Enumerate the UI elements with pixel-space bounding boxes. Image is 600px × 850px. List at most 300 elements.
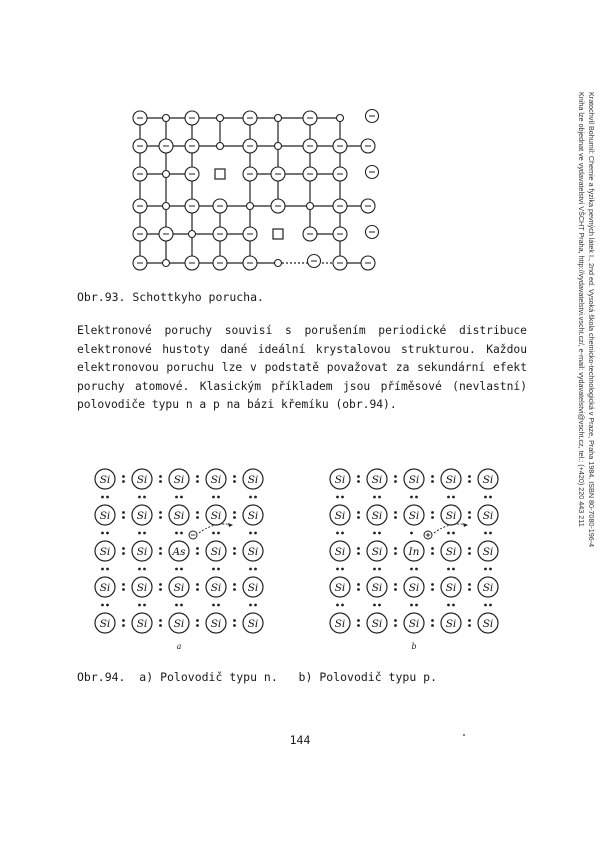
- bond-pair-vertical: [175, 604, 183, 607]
- electron: [254, 604, 257, 607]
- electron: [410, 532, 413, 535]
- bond-pair-vertical: [447, 496, 455, 499]
- electron: [452, 568, 455, 571]
- electron: [143, 496, 146, 499]
- semiconductor-figure: [85, 455, 525, 655]
- electron: [122, 588, 125, 591]
- electron: [138, 496, 141, 499]
- copyright-side-note: [566, 92, 596, 602]
- electron: [484, 568, 487, 571]
- bond-pair-horizontal: [431, 511, 434, 519]
- electron: [415, 604, 418, 607]
- atom-label: Si: [99, 618, 111, 630]
- bond-pair-horizontal: [357, 547, 360, 555]
- bond-pair-horizontal: [357, 475, 360, 483]
- bond-pair-horizontal: [431, 619, 434, 627]
- electron: [373, 496, 376, 499]
- electron: [175, 604, 178, 607]
- bond-pair-vertical: [175, 568, 183, 571]
- electron: [122, 552, 125, 555]
- bond-pair-vertical: [212, 532, 220, 535]
- electron: [233, 480, 236, 483]
- silicon-atom: [132, 505, 152, 525]
- anion: [213, 199, 227, 213]
- electron: [341, 496, 344, 499]
- atom-label: Si: [247, 546, 259, 558]
- bond-pair-vertical: [336, 568, 344, 571]
- atom-label: Si: [210, 474, 222, 486]
- silicon-atom: [206, 577, 226, 597]
- silicon-atom: [478, 613, 498, 633]
- bond-pair-horizontal: [122, 547, 125, 555]
- atom-label: Si: [445, 474, 457, 486]
- electron: [484, 604, 487, 607]
- displaced-ion: [366, 166, 379, 179]
- bond-pair-horizontal: [159, 547, 162, 555]
- electron: [159, 516, 162, 519]
- bond-pair-horizontal: [394, 475, 397, 483]
- silicon-atom: [330, 541, 350, 561]
- silicon-atom: [132, 613, 152, 633]
- bond-pair-horizontal: [122, 475, 125, 483]
- electron: [122, 511, 125, 514]
- bond-pair-horizontal: [394, 583, 397, 591]
- panel-a-n-type: [95, 469, 263, 651]
- atom-label: Si: [173, 618, 185, 630]
- silicon-atom: [206, 469, 226, 489]
- bond-pair-horizontal: [196, 511, 199, 519]
- electron: [101, 532, 104, 535]
- anion: [333, 199, 347, 213]
- anion: [333, 227, 347, 241]
- electron: [196, 516, 199, 519]
- electron: [233, 588, 236, 591]
- electron: [394, 547, 397, 550]
- electron: [341, 604, 344, 607]
- silicon-atom: [95, 541, 115, 561]
- page-number: 144: [289, 733, 311, 747]
- atom-label: Si: [334, 546, 346, 558]
- electron: [452, 604, 455, 607]
- atom-label: Si: [136, 582, 148, 594]
- electron: [431, 583, 434, 586]
- electron: [468, 547, 471, 550]
- electron: [431, 480, 434, 483]
- electron: [431, 552, 434, 555]
- ion-circle: [275, 115, 282, 122]
- panel-label: a: [176, 642, 182, 651]
- electron: [249, 568, 252, 571]
- electron: [175, 532, 178, 535]
- bond-pair-horizontal: [394, 547, 397, 555]
- electron: [217, 568, 220, 571]
- charge-marker: [424, 531, 432, 539]
- silicon-atom: [330, 577, 350, 597]
- bond-pair-vertical: [373, 568, 381, 571]
- electron: [212, 568, 215, 571]
- electron: [489, 568, 492, 571]
- electron: [468, 583, 471, 586]
- atom-label: Si: [371, 582, 383, 594]
- electron: [159, 547, 162, 550]
- electron: [357, 516, 360, 519]
- electron: [159, 552, 162, 555]
- bond-pair-horizontal: [196, 475, 199, 483]
- atom-label: Si: [371, 474, 383, 486]
- silicon-atom: [132, 577, 152, 597]
- ion-circle: [217, 115, 224, 122]
- anion: [243, 111, 257, 125]
- electron: [254, 532, 257, 535]
- anion: [185, 167, 199, 181]
- electron: [336, 604, 339, 607]
- anion: [271, 199, 285, 213]
- ion-circle: [163, 115, 170, 122]
- bond-pair-horizontal: [468, 619, 471, 627]
- electron: [106, 568, 109, 571]
- vacancy-square: [273, 229, 283, 239]
- electron: [106, 532, 109, 535]
- electron: [233, 624, 236, 627]
- anion: [303, 167, 317, 181]
- atom-label: Si: [99, 582, 111, 594]
- bond-pair-horizontal: [122, 511, 125, 519]
- bond-pair-vertical: [336, 604, 344, 607]
- silicon-atom: [132, 541, 152, 561]
- electron: [122, 619, 125, 622]
- electron: [431, 475, 434, 478]
- silicon-atom: [330, 613, 350, 633]
- cation: [247, 203, 254, 210]
- electron: [122, 516, 125, 519]
- bond-pair-horizontal: [233, 547, 236, 555]
- electron: [394, 516, 397, 519]
- bond-pair-vertical: [249, 568, 257, 571]
- cation: [163, 203, 170, 210]
- anion: [303, 111, 317, 125]
- electron: [394, 475, 397, 478]
- silicon-atom: [478, 505, 498, 525]
- bond-pair-vertical: [138, 532, 146, 535]
- electron: [159, 583, 162, 586]
- electron: [468, 480, 471, 483]
- silicon-atom: [206, 541, 226, 561]
- electron: [468, 511, 471, 514]
- electron: [233, 516, 236, 519]
- bond-pair-vertical: [484, 532, 492, 535]
- bond-pair-vertical: [138, 496, 146, 499]
- atom-label: Si: [136, 474, 148, 486]
- atom-label: Si: [247, 474, 259, 486]
- electron: [373, 532, 376, 535]
- silicon-atom: [169, 577, 189, 597]
- electron: [249, 496, 252, 499]
- bond-pair-horizontal: [233, 583, 236, 591]
- bond-pair-horizontal: [431, 547, 434, 555]
- bond-pair-vertical: [447, 532, 455, 535]
- electron: [468, 619, 471, 622]
- electron: [357, 588, 360, 591]
- anion: [133, 167, 147, 181]
- electron: [138, 532, 141, 535]
- bond-pair-horizontal: [196, 619, 199, 627]
- ion-circle: [163, 203, 170, 210]
- electron: [196, 624, 199, 627]
- atom-label: Si: [173, 582, 185, 594]
- atom-label: Si: [334, 474, 346, 486]
- electron: [468, 516, 471, 519]
- anion: [159, 139, 173, 153]
- electron: [180, 496, 183, 499]
- bond-pair-horizontal: [431, 583, 434, 591]
- electron: [254, 568, 257, 571]
- bond-pair-horizontal: [394, 619, 397, 627]
- bond-pair-vertical: [249, 604, 257, 607]
- atom-label: Si: [445, 618, 457, 630]
- electron: [175, 496, 178, 499]
- electron: [484, 532, 487, 535]
- atom-label: Si: [247, 582, 259, 594]
- atom-label: Si: [210, 510, 222, 522]
- electron: [106, 496, 109, 499]
- silicon-atom: [441, 541, 461, 561]
- silicon-atom: [330, 505, 350, 525]
- anion: [271, 167, 285, 181]
- bond-pair-horizontal: [233, 619, 236, 627]
- electron: [196, 511, 199, 514]
- electron: [394, 552, 397, 555]
- bond-pair-vertical: [484, 568, 492, 571]
- cation: [163, 171, 170, 178]
- electron: [415, 496, 418, 499]
- anion: [243, 167, 257, 181]
- silicon-atom: [367, 469, 387, 489]
- anion: [361, 199, 375, 213]
- atom-label: Si: [136, 618, 148, 630]
- electron: [468, 624, 471, 627]
- displaced-ion: [366, 110, 379, 123]
- paragraph-line-5: polovodiče typu n a p na bázi křemíku (obr.94).: [77, 398, 397, 411]
- electron: [336, 496, 339, 499]
- anion: [133, 256, 147, 270]
- atom-label: Si: [408, 474, 420, 486]
- electron: [254, 496, 257, 499]
- cation: [163, 260, 170, 267]
- silicon-atom: [95, 577, 115, 597]
- silicon-atom: [404, 613, 424, 633]
- electron: [468, 588, 471, 591]
- electron: [357, 511, 360, 514]
- anion: [133, 139, 147, 153]
- silicon-atom: [243, 613, 263, 633]
- electron: [357, 619, 360, 622]
- atom-label: As: [172, 546, 186, 558]
- vacancy-square: [215, 169, 225, 179]
- bond-pair-vertical: [138, 604, 146, 607]
- atom-label: In: [408, 546, 420, 558]
- arrow-head: [228, 523, 233, 527]
- atom-label: Si: [334, 582, 346, 594]
- ion-circle: [163, 260, 170, 267]
- charge-marker: [189, 531, 197, 539]
- paragraph-line-1: Elektronové poruchy souvisí s porušením periodické distribuce: [77, 324, 527, 337]
- silicon-atom: [243, 505, 263, 525]
- electron: [196, 588, 199, 591]
- bond-pair-horizontal: [468, 511, 471, 519]
- bond-pair-vertical: [373, 496, 381, 499]
- electron: [373, 568, 376, 571]
- electron: [249, 604, 252, 607]
- electron: [159, 588, 162, 591]
- anion: [361, 256, 375, 270]
- silicon-atom: [404, 469, 424, 489]
- bond-pair-horizontal: [159, 619, 162, 627]
- silicon-atom: [367, 613, 387, 633]
- dopant-atom: [404, 541, 424, 561]
- electron: [394, 583, 397, 586]
- anion: [303, 139, 317, 153]
- ion-circle: [275, 260, 282, 267]
- silicon-atom: [478, 541, 498, 561]
- electron: [249, 532, 252, 535]
- electron: [431, 511, 434, 514]
- bond-pair-horizontal: [196, 583, 199, 591]
- ion-circle: [217, 143, 224, 150]
- electron: [212, 604, 215, 607]
- electron: [410, 604, 413, 607]
- electron: [357, 624, 360, 627]
- electron: [233, 552, 236, 555]
- silicon-atom: [95, 613, 115, 633]
- electron: [415, 568, 418, 571]
- bond-pair-vertical: [101, 532, 109, 535]
- bond-pair-vertical: [410, 568, 418, 571]
- electron: [180, 568, 183, 571]
- bond-pair-vertical: [249, 496, 257, 499]
- silicon-atom: [206, 505, 226, 525]
- bond-pair-vertical: [373, 532, 381, 535]
- ion-circle: [307, 203, 314, 210]
- electron: [431, 619, 434, 622]
- anion: [213, 256, 227, 270]
- bond-pair-horizontal: [357, 619, 360, 627]
- electron: [233, 475, 236, 478]
- bond-pair-horizontal: [357, 511, 360, 519]
- cation: [275, 115, 282, 122]
- electron: [410, 496, 413, 499]
- atom-label: Si: [445, 582, 457, 594]
- electron: [106, 604, 109, 607]
- anion: [185, 111, 199, 125]
- silicon-atom: [441, 613, 461, 633]
- electron: [233, 619, 236, 622]
- anion: [133, 227, 147, 241]
- electron: [138, 604, 141, 607]
- bond-pair-vertical: [410, 496, 418, 499]
- electron: [431, 588, 434, 591]
- silicon-atom: [367, 505, 387, 525]
- electron: [431, 516, 434, 519]
- bond-pair-vertical: [484, 496, 492, 499]
- bond-pair-horizontal: [122, 583, 125, 591]
- electron: [468, 552, 471, 555]
- electron: [175, 568, 178, 571]
- atom-label: Si: [99, 474, 111, 486]
- atom-label: Si: [482, 510, 494, 522]
- cation: [189, 231, 196, 238]
- electron: [143, 604, 146, 607]
- bond-pair-horizontal: [357, 583, 360, 591]
- atom-label: Si: [247, 618, 259, 630]
- electron: [122, 624, 125, 627]
- anion: [303, 227, 317, 241]
- electron: [196, 552, 199, 555]
- electron: [373, 604, 376, 607]
- bond-pair-horizontal: [122, 619, 125, 627]
- anion: [243, 227, 257, 241]
- anion: [185, 139, 199, 153]
- electron: [196, 547, 199, 550]
- bond-pair-horizontal: [468, 475, 471, 483]
- atom-label: Si: [482, 618, 494, 630]
- anion: [361, 139, 375, 153]
- electron: [217, 604, 220, 607]
- electron: [180, 604, 183, 607]
- bond-pair-horizontal: [159, 475, 162, 483]
- atom-label: Si: [334, 618, 346, 630]
- atom-label: Si: [136, 546, 148, 558]
- bond-pair-vertical: [447, 604, 455, 607]
- electron: [394, 511, 397, 514]
- electron: [180, 532, 183, 535]
- silicon-atom: [367, 541, 387, 561]
- silicon-atom: [478, 577, 498, 597]
- anion: [213, 227, 227, 241]
- bond-pair-horizontal: [233, 475, 236, 483]
- electron: [101, 604, 104, 607]
- electron: [394, 480, 397, 483]
- electron: [447, 604, 450, 607]
- electron: [394, 619, 397, 622]
- electron: [357, 480, 360, 483]
- atom-label: Si: [136, 510, 148, 522]
- paragraph-line-3: elektronovou poruchu lze v podstatě považovat za sekundární efekt: [77, 361, 527, 374]
- cation: [275, 143, 282, 150]
- silicon-atom: [404, 505, 424, 525]
- silicon-atom: [169, 469, 189, 489]
- electron: [431, 547, 434, 550]
- ion-circle: [189, 231, 196, 238]
- electron: [341, 532, 344, 535]
- silicon-atom: [95, 469, 115, 489]
- electron: [489, 532, 492, 535]
- bond-pair-vertical: [373, 604, 381, 607]
- anion: [333, 139, 347, 153]
- panel-label: b: [411, 642, 417, 651]
- silicon-atom: [169, 613, 189, 633]
- electron: [122, 480, 125, 483]
- bond-pair-horizontal: [159, 511, 162, 519]
- atom-label: Si: [408, 618, 420, 630]
- bond-pair-vertical: [101, 568, 109, 571]
- silicon-atom: [441, 577, 461, 597]
- electron: [378, 568, 381, 571]
- electron: [217, 532, 220, 535]
- atom-label: Si: [371, 546, 383, 558]
- electron: [143, 568, 146, 571]
- electron: [159, 624, 162, 627]
- bond-pair-horizontal: [431, 475, 434, 483]
